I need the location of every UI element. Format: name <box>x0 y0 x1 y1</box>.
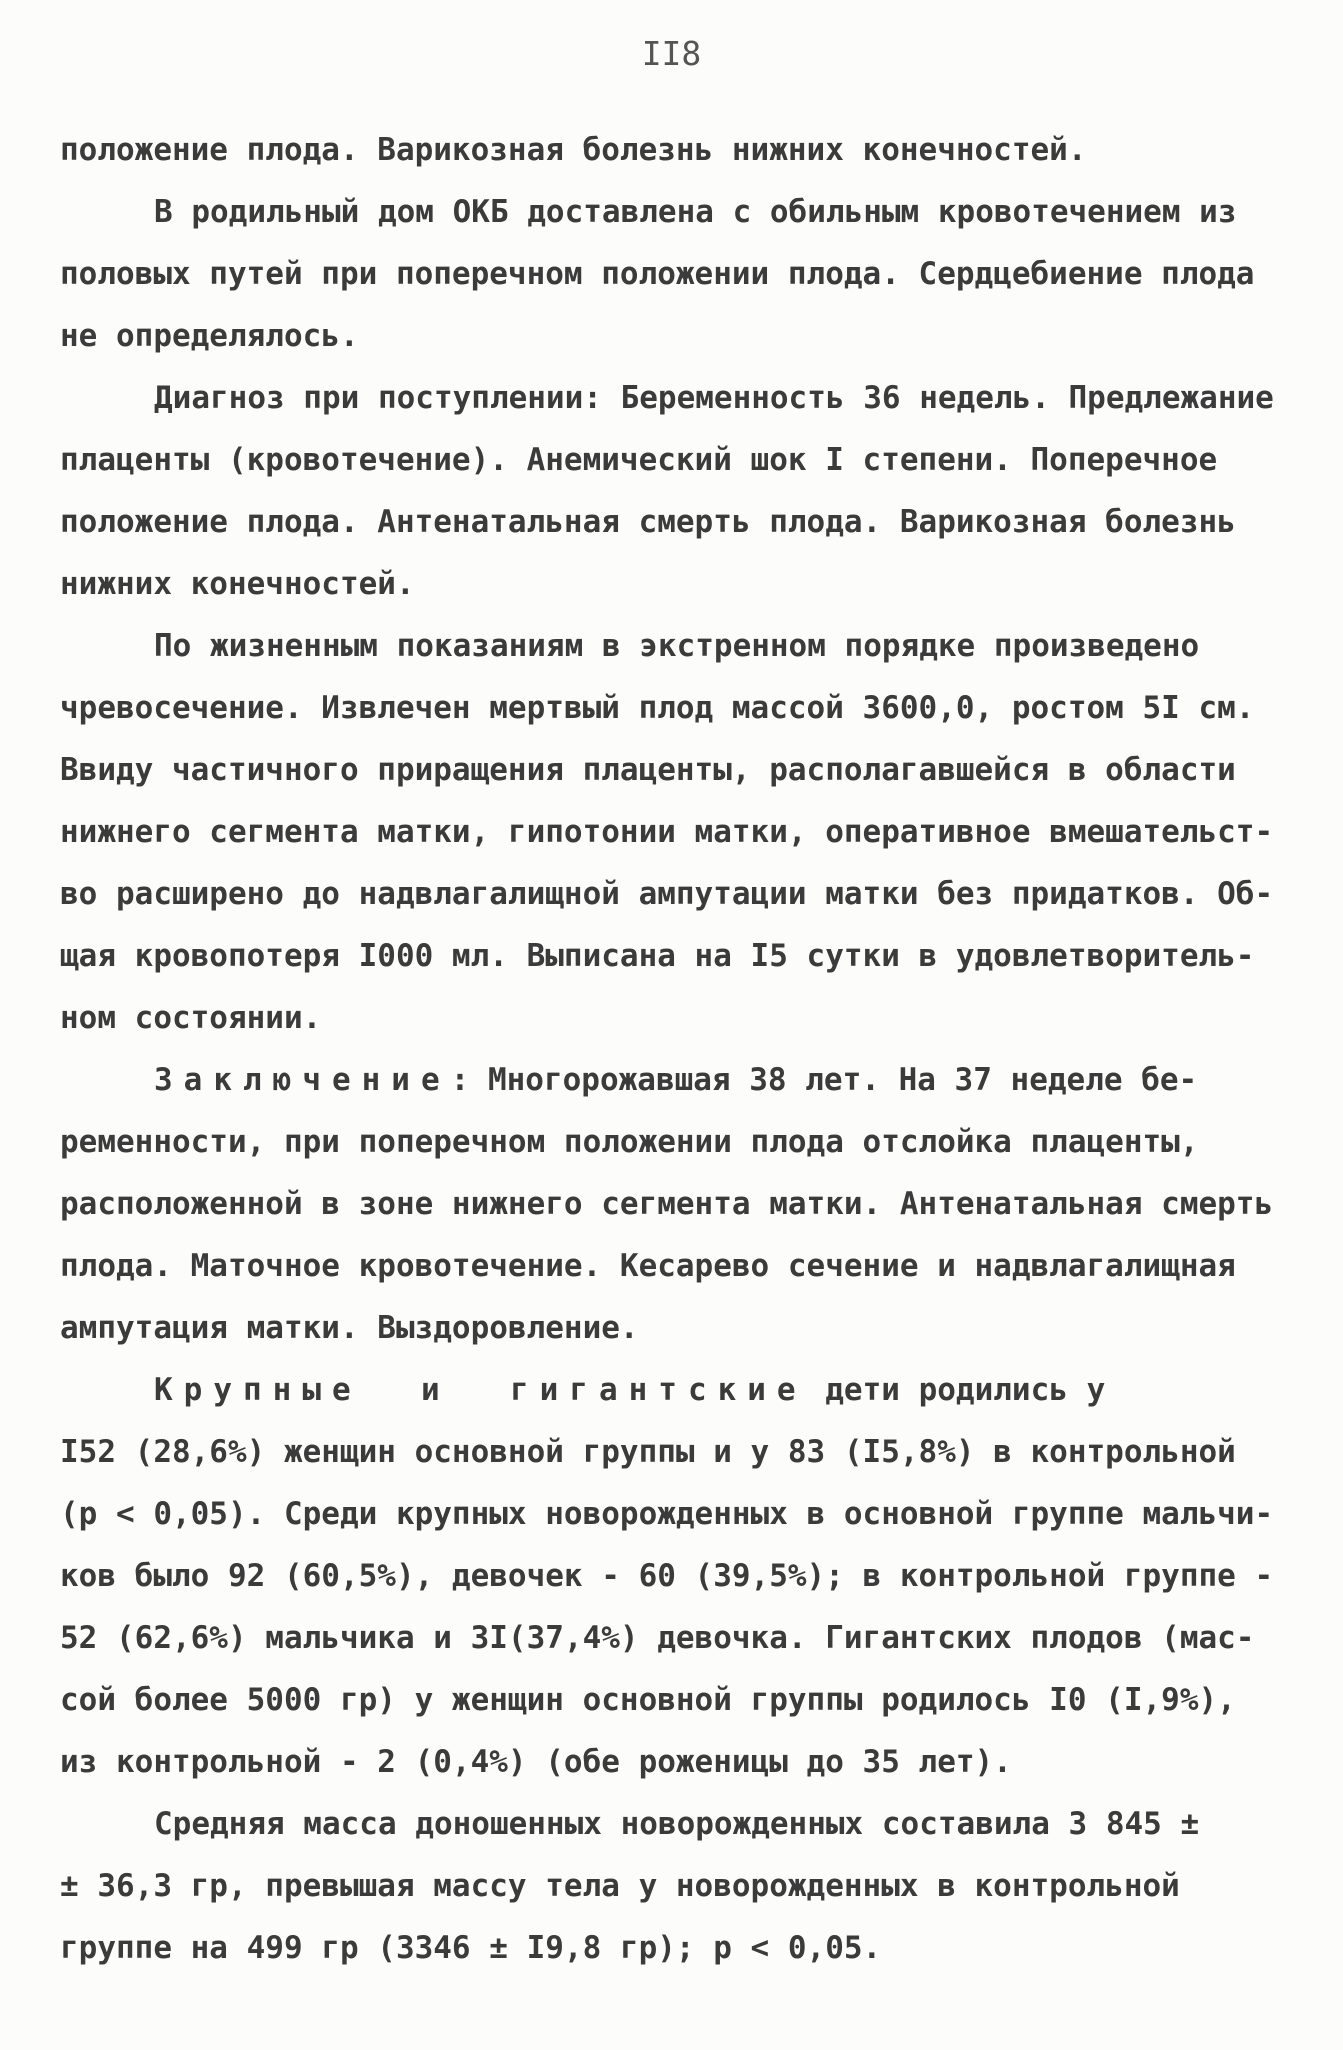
text-line: положение плода. Варикозная болезнь нижних конечностей. <box>60 132 1087 168</box>
text-line: плаценты (кровотечение). Анемический шок I степени. Поперечное <box>60 442 1218 478</box>
text-line: I52 (28,6%) женщин основной группы и у 83 (I5,8%) в контрольной <box>60 1434 1236 1470</box>
text-line <box>60 1049 1300 1111</box>
text-line: сой более 5000 гр) у женщин основной группы родилось I0 (I,9%), <box>60 1682 1236 1718</box>
large-babies-text: дети родились у <box>806 1372 1106 1408</box>
text-line: во расширено до надвлагалищной ампутации матки без придатков. Об- <box>60 876 1274 912</box>
text-line: Диагноз при поступлении: Беременность 36 недель. Предлежание <box>154 380 1274 416</box>
text-line: Средняя масса доношенных новорожденных составила 3 845 ± <box>154 1806 1200 1842</box>
text-line: плода. Маточное кровотечение. Кесарево сечение и надвлагалищная <box>60 1248 1236 1284</box>
text-line: 52 (62,6%) мальчика и 3I(37,4%) девочка. Гигантских плодов (мас- <box>60 1620 1255 1656</box>
text-line: ков было 92 (60,5%), девочек - 60 (39,5%); в контрольной группе - <box>60 1558 1274 1594</box>
text-line: группе на 499 гр (3346 ± I9,8 гр); p < 0,05. <box>60 1930 882 1966</box>
text-line: Ввиду частичного приращения плаценты, располагавшейся в области <box>60 752 1236 788</box>
text-line: (p < 0,05). Среди крупных новорожденных в основной группе мальчи- <box>60 1496 1274 1532</box>
text-line <box>60 1359 1300 1421</box>
text-line: не определялось. <box>60 318 359 354</box>
page-number: II8 <box>641 34 702 73</box>
text-line: ± 36,3 гр, превышая массу тела у новорожденных в контрольной <box>60 1868 1180 1904</box>
text-line: нижних конечностей. <box>60 566 415 602</box>
text-line: ременности, при поперечном положении плода отслойка плаценты, <box>60 1124 1199 1160</box>
text-line: В родильный дом ОКБ доставлена с обильным кровотечением из <box>154 194 1237 230</box>
text-line: щая кровопотеря I000 мл. Выписана на I5 сутки в удовлетворитель- <box>60 938 1255 974</box>
text-line: ном состоянии. <box>60 1000 322 1036</box>
text-line: расположенной в зоне нижнего сегмента матки. Антенатальная смерть <box>60 1186 1274 1222</box>
body-text <box>60 119 1300 1979</box>
large-babies-heading: Крупные и гигантские <box>154 1372 807 1408</box>
text-line: нижнего сегмента матки, гипотонии матки, оперативное вмешательст- <box>60 814 1274 850</box>
text-line: По жизненным показаниям в экстренном порядке произведено <box>154 628 1200 664</box>
text-line: половых путей при поперечном положении плода. Сердцебиение плода <box>60 256 1255 292</box>
text-line: чревосечение. Извлечен мертвый плод массой 3600,0, ростом 5I см. <box>60 690 1255 726</box>
text-line: ампутация матки. Выздоровление. <box>60 1310 639 1346</box>
text-line: положение плода. Антенатальная смерть плода. Варикозная болезнь <box>60 504 1236 540</box>
text-line: из контрольной - 2 (0,4%) (обе роженицы до 35 лет). <box>60 1744 1012 1780</box>
conclusion-text: : Многорожавшая 38 лет. На 37 неделе бе- <box>450 1062 1198 1098</box>
conclusion-heading: Заключение <box>154 1062 451 1098</box>
